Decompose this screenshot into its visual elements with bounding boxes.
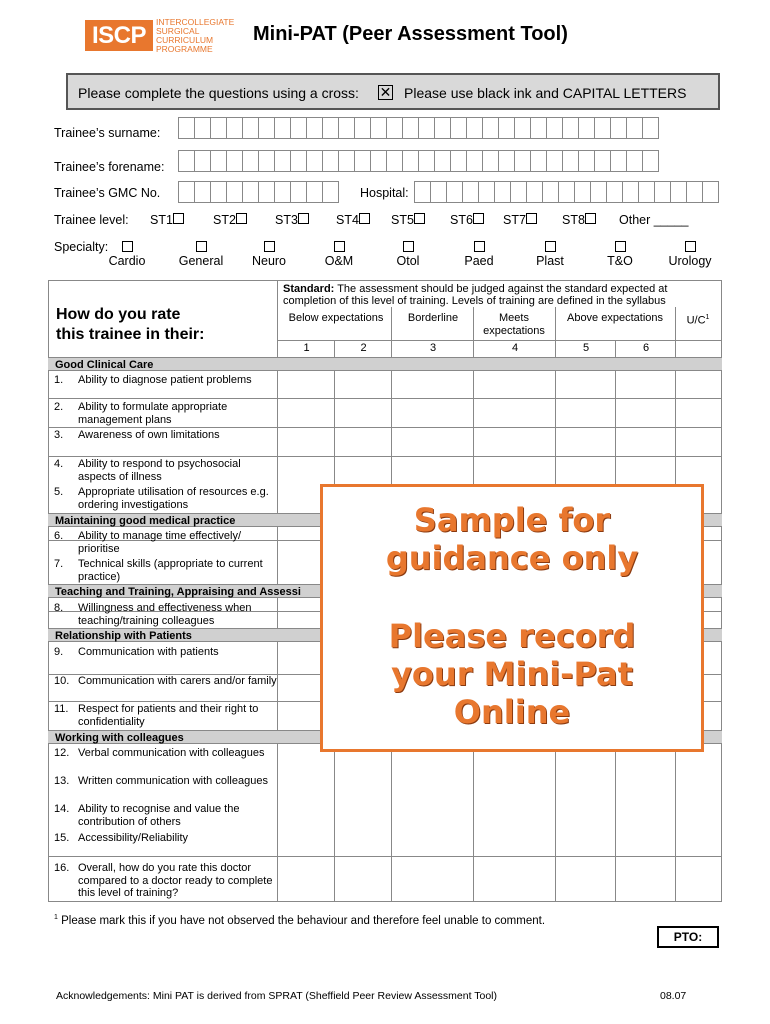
level-st3[interactable] [275, 213, 309, 227]
character-box[interactable] [338, 117, 355, 139]
character-box[interactable] [494, 181, 511, 203]
character-box[interactable] [386, 150, 403, 172]
character-box[interactable] [626, 117, 643, 139]
character-box[interactable] [562, 117, 579, 139]
character-box[interactable] [386, 117, 403, 139]
character-box[interactable] [542, 181, 559, 203]
level-st5-label: ST5 [391, 213, 414, 227]
character-box[interactable] [178, 117, 195, 139]
character-box[interactable] [194, 181, 211, 203]
cross-example-icon: ✕ [379, 84, 392, 100]
character-box[interactable] [562, 150, 579, 172]
specialty-tando-label: T&O [607, 254, 633, 268]
col-borderline: Borderline [407, 312, 459, 324]
character-box[interactable] [418, 117, 435, 139]
character-box[interactable] [354, 150, 371, 172]
specialty-om-label: O&M [324, 254, 354, 268]
character-box[interactable] [626, 150, 643, 172]
specialty-cardio[interactable] [92, 241, 162, 268]
character-box[interactable] [402, 150, 419, 172]
surname-label: Trainee’s surname: [54, 126, 161, 140]
character-box[interactable] [194, 150, 211, 172]
character-box[interactable] [514, 150, 531, 172]
character-box[interactable] [210, 181, 227, 203]
character-box[interactable] [178, 181, 195, 203]
checkbox-icon[interactable] [414, 213, 425, 224]
character-box[interactable] [638, 181, 655, 203]
level-st2-label: ST2 [213, 213, 236, 227]
col-meets-expectations: Meets expectations [483, 312, 545, 337]
character-box[interactable] [466, 150, 483, 172]
checkbox-icon[interactable] [236, 213, 247, 224]
level-st8[interactable] [562, 213, 596, 227]
row-divider [48, 427, 722, 428]
checkbox-icon[interactable] [585, 213, 596, 224]
checkbox-icon[interactable] [196, 241, 207, 252]
instruction-text-1: Please complete the questions using a cross: [78, 85, 359, 101]
sample-watermark: Sample for guidance only Please record your Mini-Pat Online [320, 484, 704, 752]
level-st4[interactable] [336, 213, 370, 227]
forename-label: Trainee’s forename: [54, 160, 165, 174]
level-st1-label: ST1 [150, 213, 173, 227]
col-below-expectations: Below expectations [288, 312, 384, 324]
pto-box: PTO: [657, 926, 719, 948]
character-box[interactable] [226, 181, 243, 203]
level-other[interactable]: Other _____ [619, 213, 689, 227]
section-teaching-training: Teaching and Training, Appraising and Assessi [48, 584, 722, 598]
character-box[interactable] [258, 181, 275, 203]
character-box[interactable] [274, 117, 291, 139]
specialty-otol-label: Otol [396, 254, 420, 268]
level-st3-label: ST3 [275, 213, 298, 227]
score-5: 5 [582, 342, 590, 354]
col-above-expectations: Above expectations [566, 312, 663, 324]
col-unable-to-comment: $U/C^1$ [686, 314, 710, 327]
character-box[interactable] [498, 117, 515, 139]
character-box[interactable] [578, 117, 595, 139]
character-box[interactable] [594, 150, 611, 172]
character-box[interactable] [606, 181, 623, 203]
specialty-cardio-label: Cardio [108, 254, 146, 268]
character-box[interactable] [654, 181, 671, 203]
checkbox-icon[interactable] [474, 241, 485, 252]
iscp-logo-text: INTERCOLLEGIATE SURGICAL CURRICULUM PROGRAMME [156, 17, 235, 54]
character-box[interactable] [258, 117, 275, 139]
acknowledgement: Acknowledgements: Mini PAT is derived from SPRAT (Sheffield Peer Review Assessment Tool) [56, 990, 497, 1002]
character-box[interactable] [610, 150, 627, 172]
footnote: $^1$ Please mark this if you have not observed the behaviour and therefore feel unable to comment. [54, 914, 546, 927]
character-box[interactable] [590, 181, 607, 203]
specialty-om[interactable] [304, 241, 374, 268]
specialty-tando[interactable] [585, 241, 655, 268]
specialty-label: Specialty: [54, 240, 109, 254]
hospital-label: Hospital: [360, 186, 409, 200]
level-st8-label: ST8 [562, 213, 585, 227]
rate-title: How do you rate this trainee in their: [56, 306, 205, 343]
character-box[interactable] [642, 150, 659, 172]
character-box[interactable] [546, 117, 563, 139]
character-box[interactable] [462, 181, 479, 203]
character-box[interactable] [258, 150, 275, 172]
character-box[interactable] [482, 117, 499, 139]
character-box[interactable] [594, 117, 611, 139]
character-box[interactable] [478, 181, 495, 203]
section-relationship-patients: Relationship with Patients [48, 628, 722, 642]
character-box[interactable] [322, 181, 339, 203]
section-good-clinical-care: Good Clinical Care [48, 357, 722, 371]
score-4: 4 [511, 342, 519, 354]
character-box[interactable] [322, 150, 339, 172]
score-3: 3 [429, 342, 437, 354]
level-st7[interactable] [503, 213, 537, 227]
character-box[interactable] [354, 117, 371, 139]
checkbox-icon[interactable] [122, 241, 133, 252]
standard-note: Standard: The assessment should be judged against the standard expected at completion of this level of training. Levels of training are defined in the syllabus [283, 283, 668, 307]
character-box[interactable] [306, 150, 323, 172]
character-box[interactable] [610, 117, 627, 139]
score-2: 2 [360, 342, 367, 354]
level-st2[interactable] [213, 213, 247, 227]
character-box[interactable] [178, 150, 195, 172]
specialty-general-label: General [178, 254, 224, 268]
checkbox-icon[interactable] [526, 213, 537, 224]
version: 08.07 [660, 990, 687, 1002]
character-box[interactable] [274, 181, 291, 203]
level-st4-label: ST4 [336, 213, 359, 227]
character-box[interactable] [530, 150, 547, 172]
character-box[interactable] [290, 117, 307, 139]
checkbox-icon[interactable] [545, 241, 556, 252]
character-box[interactable] [466, 117, 483, 139]
character-box[interactable] [622, 181, 639, 203]
checkbox-icon[interactable] [615, 241, 626, 252]
specialty-paed[interactable] [444, 241, 514, 268]
specialty-urology[interactable] [655, 241, 725, 268]
checkbox-icon[interactable] [264, 241, 275, 252]
iscp-logo: ISCP [85, 20, 153, 51]
checkbox-icon[interactable] [473, 213, 484, 224]
character-box[interactable] [226, 150, 243, 172]
character-box[interactable] [210, 150, 227, 172]
character-box[interactable] [482, 150, 499, 172]
specialty-urology-label: Urology [668, 254, 712, 268]
character-box[interactable] [450, 150, 467, 172]
character-box[interactable] [702, 181, 719, 203]
character-box[interactable] [322, 117, 339, 139]
character-box[interactable] [578, 150, 595, 172]
character-box[interactable] [242, 150, 259, 172]
character-box[interactable] [194, 117, 211, 139]
instruction-banner [66, 73, 720, 110]
section-working-colleagues: Working with colleagues [48, 730, 722, 744]
character-box[interactable] [290, 150, 307, 172]
specialty-paed-label: Paed [464, 254, 494, 268]
specialty-plast[interactable] [515, 241, 585, 268]
character-box[interactable] [242, 181, 259, 203]
forename-field[interactable] [178, 150, 658, 172]
character-box[interactable] [242, 117, 259, 139]
character-box[interactable] [418, 150, 435, 172]
character-box[interactable] [498, 150, 515, 172]
checkbox-icon[interactable] [298, 213, 309, 224]
specialty-otol[interactable] [373, 241, 443, 268]
specialty-neuro-label: Neuro [251, 254, 287, 268]
character-box[interactable] [338, 150, 355, 172]
score-1: 1 [303, 342, 310, 354]
character-box[interactable] [686, 181, 703, 203]
surname-field[interactable] [178, 117, 658, 139]
checkbox-icon[interactable] [359, 213, 370, 224]
level-st6-label: ST6 [450, 213, 473, 227]
checkbox-icon[interactable] [403, 241, 414, 252]
level-st6[interactable] [450, 213, 484, 227]
level-st5[interactable] [391, 213, 425, 227]
character-box[interactable] [546, 150, 563, 172]
character-box[interactable] [210, 117, 227, 139]
character-box[interactable] [526, 181, 543, 203]
specialty-plast-label: Plast [536, 254, 564, 268]
character-box[interactable] [306, 181, 323, 203]
character-box[interactable] [642, 117, 659, 139]
character-box[interactable] [402, 117, 419, 139]
hospital-field[interactable] [414, 181, 718, 203]
character-box[interactable] [434, 117, 451, 139]
gmc-label: Trainee’s GMC No. [54, 186, 161, 200]
character-box[interactable] [290, 181, 307, 203]
section-maintaining-good-practice: Maintaining good medical practice [48, 513, 722, 527]
checkbox-icon[interactable] [685, 241, 696, 252]
character-box[interactable] [530, 117, 547, 139]
character-box[interactable] [370, 117, 387, 139]
character-box[interactable] [430, 181, 447, 203]
level-st1[interactable] [150, 213, 184, 227]
score-6: 6 [642, 342, 650, 354]
character-box[interactable] [434, 150, 451, 172]
specialty-general[interactable] [166, 241, 236, 268]
character-box[interactable] [510, 181, 527, 203]
row-divider [48, 456, 722, 457]
character-box[interactable] [274, 150, 291, 172]
row-divider [48, 398, 722, 399]
specialty-neuro[interactable] [234, 241, 304, 268]
page-title: Mini-PAT (Peer Assessment Tool) [253, 23, 568, 45]
character-box[interactable] [226, 117, 243, 139]
character-box[interactable] [670, 181, 687, 203]
character-box[interactable] [558, 181, 575, 203]
checkbox-icon[interactable] [334, 241, 345, 252]
character-box[interactable] [306, 117, 323, 139]
character-box[interactable] [450, 117, 467, 139]
checkbox-icon[interactable] [173, 213, 184, 224]
character-box[interactable] [514, 117, 531, 139]
character-box[interactable] [446, 181, 463, 203]
level-st7-label: ST7 [503, 213, 526, 227]
level-label: Trainee level: [54, 213, 129, 227]
character-box[interactable] [414, 181, 431, 203]
instruction-text-2: Please use black ink and CAPITAL LETTERS [404, 85, 687, 101]
character-box[interactable] [370, 150, 387, 172]
row-divider [48, 856, 722, 857]
character-box[interactable] [574, 181, 591, 203]
gmc-field[interactable] [178, 181, 338, 203]
